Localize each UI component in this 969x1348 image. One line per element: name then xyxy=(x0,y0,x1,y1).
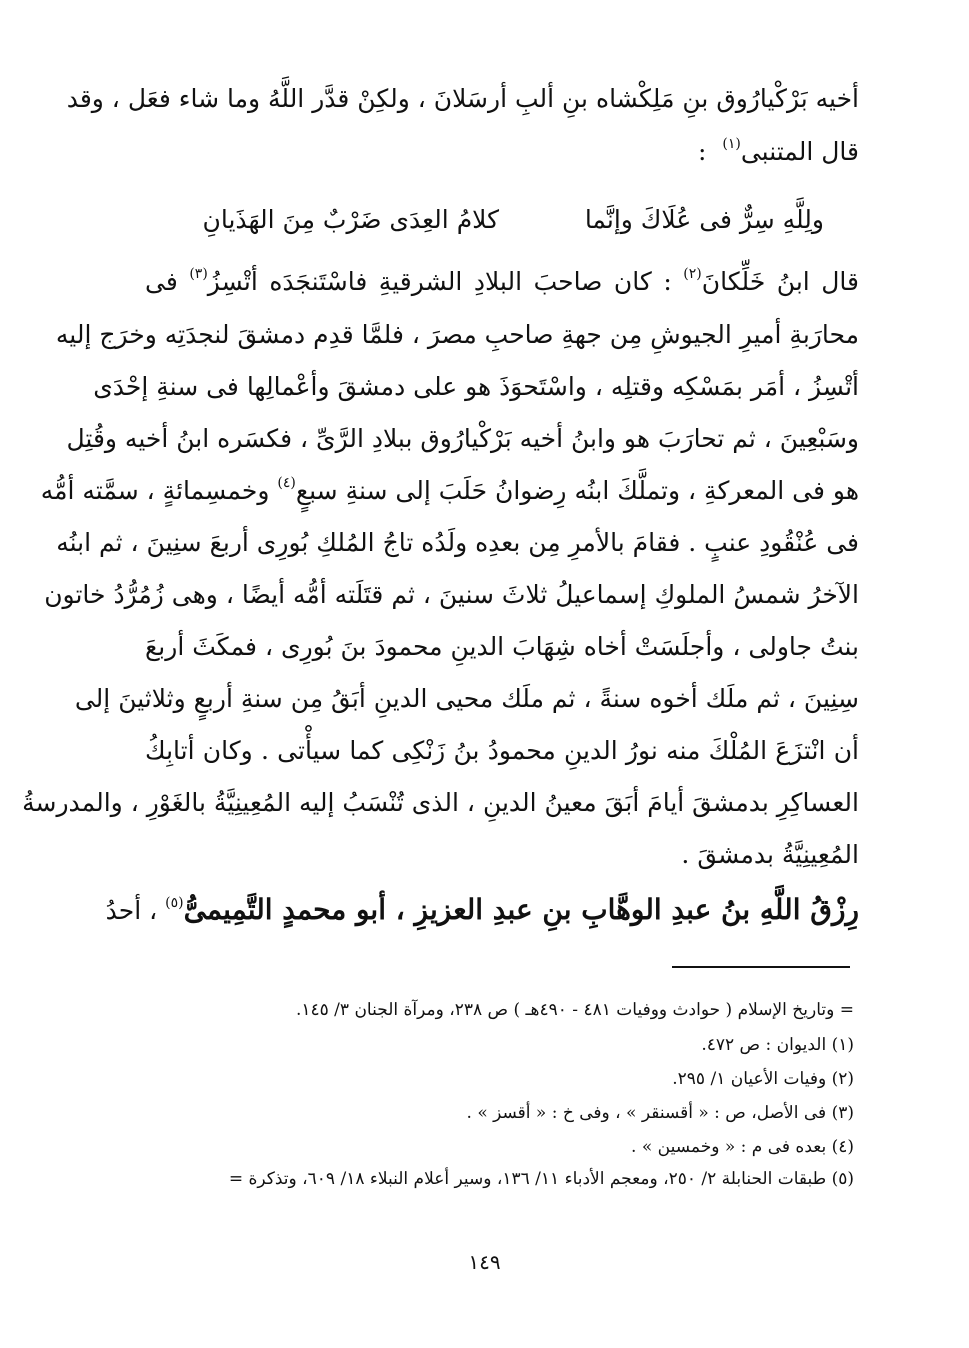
colon: : xyxy=(697,137,707,166)
body-line-12 xyxy=(145,731,859,771)
body-text: سِنِينَ ، ثم ملَك أخوه سنةً ، ثم ملَك محيى الدينِ أبَقُ مِن سنةِ أربعٍ وثلاثينَ إلى xyxy=(74,684,859,713)
footnote-continuation: = وتاريخ الإسلام ( حوادث ووفيات ٤٨١ - ٤٩٠هـ ) ص ٢٣٨، ومرآة الجنان ٣/ ١٤٥. xyxy=(295,1000,854,1020)
body-text: أخيه بَرْكْيارُوق بنِ مَلِكْشاه بنِ ألبِ أرسَلانَ ، ولكِنْ قدَّر اللَّهُ وما شاء فعَل ، وقد xyxy=(66,84,859,113)
body-text: أتْسِزُ ، أمَر بمَسْكِه وقتلِه ، واسْتَحوَذَ هو على دمشقَ وأعْمالِها فى سنةِ إحْدَى xyxy=(93,372,859,401)
body-line-13 xyxy=(22,783,859,823)
body-line-7 xyxy=(40,471,859,515)
body-line-4 xyxy=(55,315,859,355)
body-text: وسَبْعِينَ ، ثم تحارَبَ هو وابنُ أخيه بَرْكْيارُوق ببلادِ الرَّىِّ ، فكسَره ابنُ أخيه وقُتِل xyxy=(66,424,859,453)
biography-heading xyxy=(105,890,859,935)
footnote-ref-2: (٢) xyxy=(683,266,702,282)
footnote-3: (٣) فى الأصل، ص : « أقسنقر » ، وفى خ : « أقسز » . xyxy=(466,1103,854,1123)
body-line-1 xyxy=(66,79,859,119)
page-number: ١٤٩ xyxy=(468,1250,501,1274)
footnote-ref-3: (٣) xyxy=(189,266,208,282)
heading-name: رِزْقُ اللَّهِ بنُ عبدِ الوهَّابِ بنِ عبدِ العزيزِ ، أبو محمدٍ التَّمِيمىُّ xyxy=(183,893,859,926)
body-text: فى عُنْقُودِ عنبٍ . فقامَ بالأمرِ مِن بعدِه ولَدُه تاجُ المُلكِ بُورِى أربعَ سنِينَ ، ثم ابنُه xyxy=(56,528,859,557)
body-text: هو فى المعركةِ ، وتملَّكَ ابنُه رِضوانُ حَلَبَ إلى سنةِ سبعٍ xyxy=(295,476,859,505)
body-line-8 xyxy=(56,523,859,563)
footnote-ref-1: (١) xyxy=(722,136,741,152)
footnote-separator xyxy=(672,966,850,968)
body-line-14 xyxy=(145,835,859,875)
body-line-5 xyxy=(93,367,859,407)
poem-hemistich-right: ولِلَّهِ سِرٌّ فى عُلَاكَ وإنَّما xyxy=(584,205,824,234)
heading-tail: ، أحدُ xyxy=(105,896,158,925)
body-line-6 xyxy=(66,419,859,459)
body-text: أن انْتزَعَ المُلْكَ منه نورُ الدينِ محمودُ بنُ زَنْكِى كما سيأْتى . وكان أتابِكُ xyxy=(145,736,859,765)
body-line-11 xyxy=(74,679,859,719)
body-text: قال ابنُ خَلِّكانَ xyxy=(701,267,859,296)
footnote-4: (٤) بعده فى م : « وخمسين » . xyxy=(631,1137,854,1157)
body-text: فى xyxy=(145,267,178,296)
footnote-1: (١) الديوان : ص ٤٧٢. xyxy=(701,1035,854,1055)
footnote-2: (٢) وفيات الأعيان ١/ ٢٩٥. xyxy=(672,1069,854,1089)
body-line-9 xyxy=(44,575,859,615)
poem-hemistich-left: كلامُ العِدَى ضَرْبٌ مِنَ الهَذَيانِ xyxy=(202,205,499,234)
body-text: محارَبةِ أميرِ الجيوشِ مِن جهةِ صاحبِ مصرَ ، فلمَّا قدِم دمشقَ لنجدَتِه وخرَج إليه xyxy=(55,320,859,349)
footnote-5: (٥) طبقات الحنابلة ٢/ ٢٥٠، ومعجم الأدباء ١١/ ١٣٦، وسير أعلام النبلاء ١٨/ ٦٠٩، وتذكرة = xyxy=(228,1169,854,1189)
body-line-3 xyxy=(145,262,859,306)
body-text: وخمسِمائةٍ ، سمَّته أمُّه xyxy=(40,476,270,505)
footnote-ref-4: (٤) xyxy=(277,475,296,491)
body-line-2 xyxy=(145,132,859,176)
body-text: بنتُ جاولى ، وأجلَسَتْ أخاه شِهَابَ الدينِ محمودَ بنَ بُورِى ، فمكَثَ أربعَ xyxy=(145,632,859,661)
footnote-ref-5: (٥) xyxy=(165,895,184,911)
body-text: العساكِرِ بدمشقَ أيامَ أبَقَ معينُ الدينِ ، الذى تُنْسَبُ إليه المُعِينِيَّةُ بالغَوْرِ ، والمدرسةُ xyxy=(22,788,859,817)
body-text: الآخرُ شمسُ الملوكِ إسماعيلُ ثلاثَ سنينَ ، ثم قتَلَته أمُّه أيضًا ، وهى زُمُرُّدُ خاتون xyxy=(44,580,859,609)
body-text: المُعِينِيَّةُ بدمشقَ . xyxy=(681,840,859,869)
body-text: قال المتنبى xyxy=(740,137,859,166)
body-line-10 xyxy=(145,627,859,667)
body-text: : كان صاحبَ البلادِ الشرقيةِ فاسْتَنجَدَه أتْسِزُ xyxy=(207,267,672,296)
